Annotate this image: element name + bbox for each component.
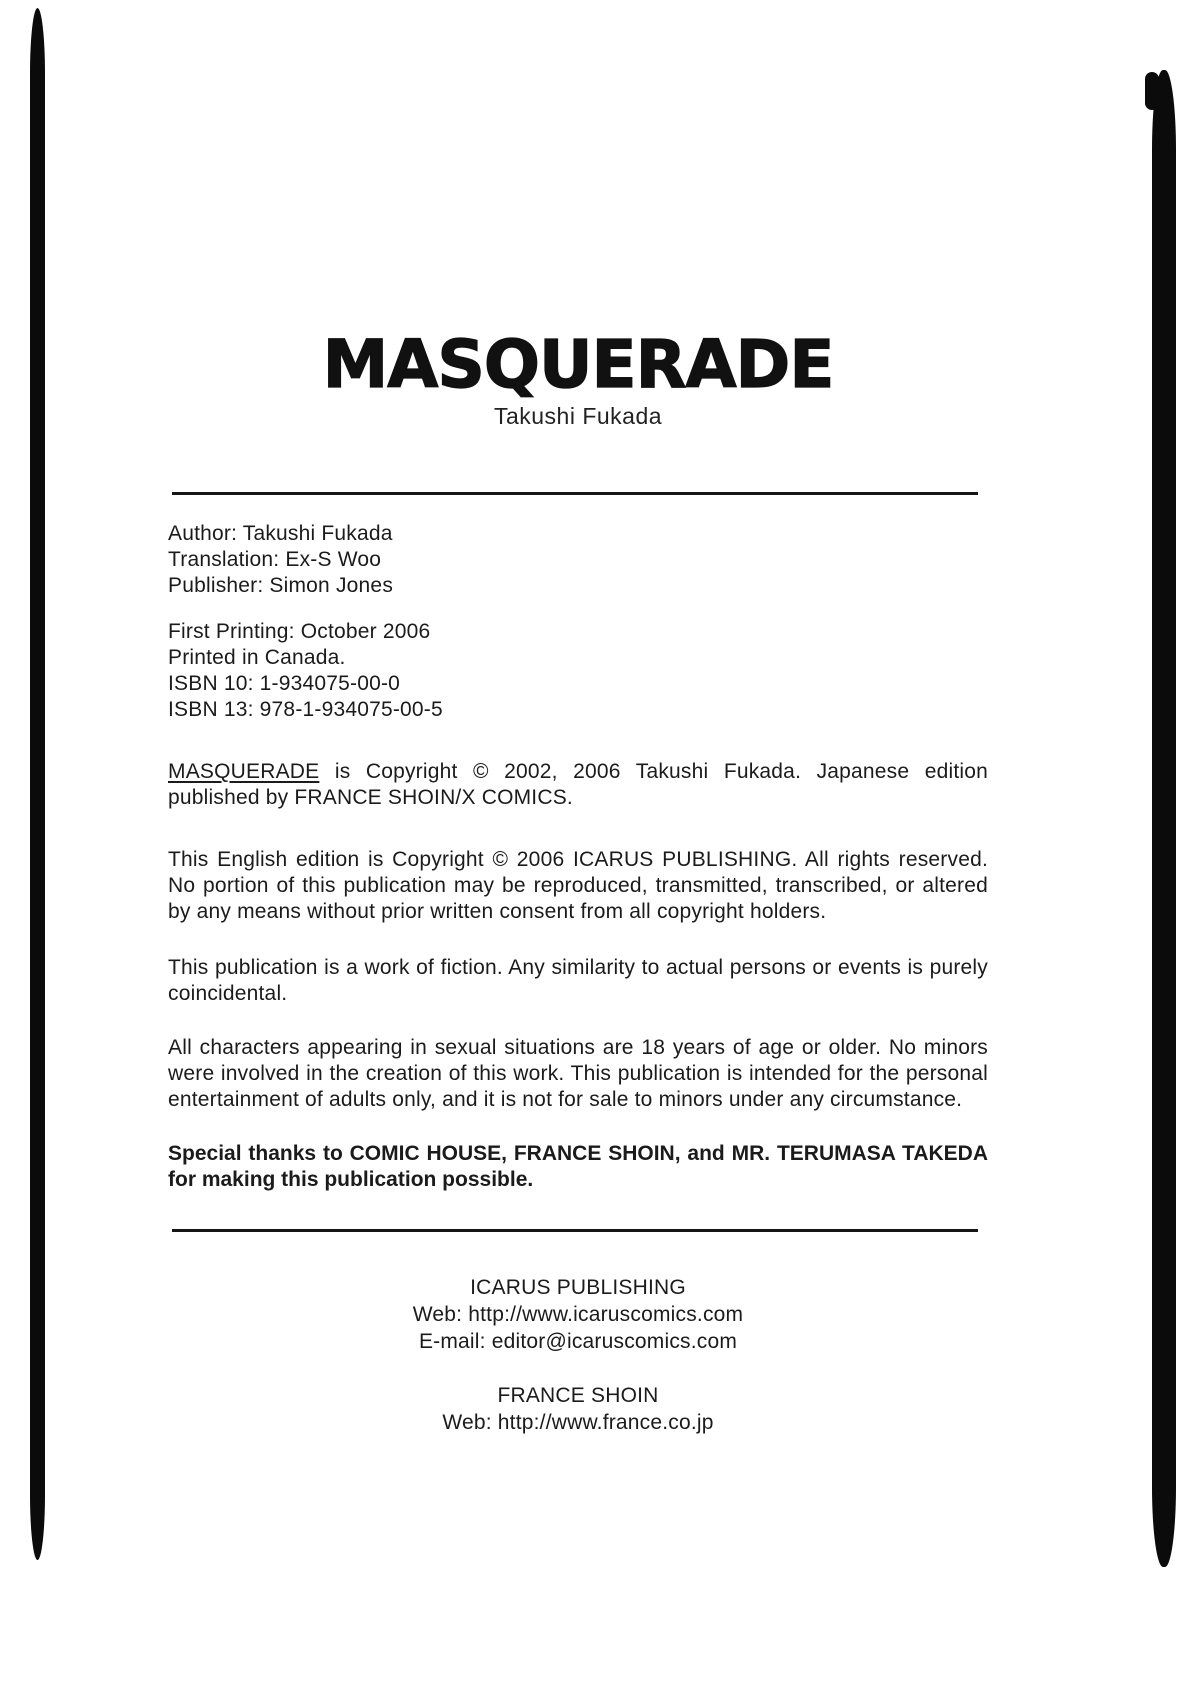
isbn13-line: ISBN 13: 978-1-934075-00-5 bbox=[168, 698, 443, 721]
credits-block bbox=[168, 521, 988, 599]
japanese-copyright-text-span: is Copyright © 2002, 2006 Takushi Fukada. Japanese edition published by FRANCE SHOIN/X COMICS. bbox=[168, 760, 988, 809]
france-shoin-web-line: Web: http://www.france.co.jp bbox=[442, 1411, 714, 1434]
icarus-publishing-group bbox=[168, 1274, 988, 1355]
isbn10-line: ISBN 10: 1-934075-00-0 bbox=[168, 672, 401, 695]
fiction-disclaimer-paragraph: This publication is a work of fiction. Any similarity to actual persons or events is purely coincidental. bbox=[168, 956, 988, 1005]
english-copyright-paragraph: This English edition is Copyright © 2006 ICARUS PUBLISHING. All rights reserved. No portion of this publication may be reproduced, transmitted, transcribed, or altered by any means without prior written consent from all copyright holders. bbox=[168, 848, 988, 923]
icarus-web-line: Web: http://www.icaruscomics.com bbox=[412, 1303, 744, 1326]
divider-bottom bbox=[172, 1229, 978, 1232]
printing-block bbox=[168, 619, 988, 723]
icarus-email-line: E-mail: editor@icaruscomics.com bbox=[418, 1330, 738, 1353]
icarus-publisher-name: ICARUS PUBLISHING bbox=[470, 1276, 686, 1299]
printed-in-line: Printed in Canada. bbox=[168, 646, 346, 669]
divider-top bbox=[172, 492, 978, 495]
page-edge-scan-artifact-right bbox=[1152, 70, 1176, 1567]
book-title: MASQUERADE bbox=[322, 326, 834, 403]
credit-translation-line: Translation: Ex-S Woo bbox=[168, 548, 382, 571]
france-shoin-name: FRANCE SHOIN bbox=[497, 1384, 659, 1407]
japanese-copyright-paragraph bbox=[168, 759, 988, 811]
first-printing-line: First Printing: October 2006 bbox=[168, 620, 431, 643]
france-shoin-group bbox=[168, 1382, 988, 1436]
underlined-title-span: MASQUERADE bbox=[168, 760, 320, 783]
credit-publisher-line: Publisher: Simon Jones bbox=[168, 574, 394, 597]
content-column bbox=[168, 0, 988, 1436]
special-thanks-paragraph: Special thanks to COMIC HOUSE, FRANCE SHOIN, and MR. TERUMASA TAKEDA for making this publication possible. bbox=[168, 1142, 988, 1191]
credit-author-line: Author: Takushi Fukada bbox=[168, 522, 393, 545]
page-edge-scan-artifact-left bbox=[30, 8, 45, 1560]
age-disclaimer-paragraph: All characters appearing in sexual situations are 18 years of age or older. No minors were involved in the creation of this work. This publication is intended for the personal entertainment of adults only, and it is not for sale to minors under any circumstance. bbox=[168, 1036, 988, 1111]
book-author-subtitle: Takushi Fukada bbox=[493, 403, 663, 429]
publisher-contact-block bbox=[168, 1274, 988, 1436]
